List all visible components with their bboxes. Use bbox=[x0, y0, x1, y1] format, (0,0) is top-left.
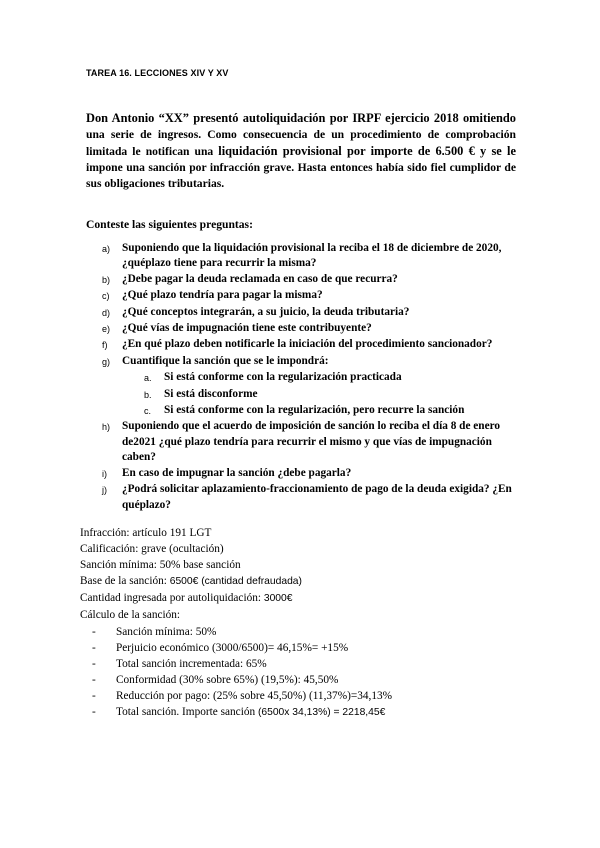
cantidad-ingresada-label: Cantidad ingresada por autoliquidación: bbox=[80, 592, 264, 605]
question-letter: g) bbox=[102, 356, 111, 367]
question-text: En caso de impugnar la sanción ¿debe pagarla? bbox=[122, 466, 352, 479]
question-list bbox=[102, 241, 522, 513]
intro-part-1: Don Antonio “XX” presentó autoliquidación por IRPF ejercicio 2018 omitiendo bbox=[86, 111, 516, 125]
question-letter: j) bbox=[102, 485, 107, 496]
calc-bullet-text: Sanción mínima: 50% bbox=[116, 625, 217, 638]
calc-bullet: - Total sanción incrementada: 65% bbox=[80, 656, 540, 672]
question-text: ¿En qué plazo deben notificarle la iniciación del procedimiento sancionador? bbox=[122, 338, 493, 351]
subquestion-text: Si está conforme con la regularización practicada bbox=[164, 371, 402, 384]
infraccion-line: Infracción: artículo 191 LGT bbox=[80, 527, 212, 539]
calc-bullet: - Reducción por pago: (25% sobre 45,50%) (11,37%)=34,13% bbox=[80, 688, 540, 704]
calc-bullet-text: Total sanción incrementada: 65% bbox=[116, 657, 267, 670]
question-item bbox=[102, 337, 522, 353]
question-letter: b) bbox=[102, 274, 111, 285]
subquestion-item bbox=[102, 370, 522, 386]
question-item bbox=[102, 305, 522, 321]
document-heading: TAREA 16. LECCIONES XIV Y XV bbox=[86, 68, 229, 78]
calc-bullet: - Perjuicio económico (3000/6500)= 46,15%= +15% bbox=[80, 640, 540, 656]
question-item bbox=[102, 241, 522, 272]
total-sancion-value: (6500x 34,13%) = 2218,45€ bbox=[257, 707, 386, 719]
calculation-section bbox=[80, 525, 540, 721]
subquestion-item bbox=[102, 403, 522, 419]
intro-part-4: impone una sanción por infracción grave. Hasta entonces había sido fiel cumplidor de sus obligaciones tributarias. bbox=[86, 161, 516, 190]
calc-bullet-text: Conformidad (30% sobre 65%) (19,5%): 45,50% bbox=[116, 673, 339, 686]
total-sancion-label: Total sanción. Importe sanción bbox=[116, 706, 258, 719]
question-text: ¿Qué conceptos integrarán, a su juicio, la deuda tributaria? bbox=[122, 305, 410, 318]
subquestion-item bbox=[102, 387, 522, 403]
cantidad-ingresada-value: 3000€ bbox=[263, 593, 293, 605]
base-sancion-value: 6500€ (cantidad defraudada) bbox=[169, 576, 302, 588]
question-letter: i) bbox=[102, 468, 107, 479]
intro-paragraph bbox=[86, 110, 516, 192]
intro-part-2: una serie de ingresos. Como consecuencia de un procedimiento de comprobación limitada le notifican una bbox=[86, 128, 516, 158]
subquestion-letter: c. bbox=[144, 406, 152, 417]
subquestion-text: Si está conforme con la regularización, pero recurre la sanción bbox=[164, 404, 465, 417]
calc-bullet-text: Perjuicio económico (3000/6500)= 46,15%= +15% bbox=[116, 641, 349, 654]
calc-bullet: - Sanción mínima: 50% bbox=[80, 624, 540, 640]
calculo-heading: Cálculo de la sanción: bbox=[80, 609, 181, 622]
calc-bullet: - Conformidad (30% sobre 65%) (19,5%): 45,50% bbox=[80, 672, 540, 688]
subquestion-letter: a. bbox=[144, 373, 152, 384]
question-item bbox=[102, 482, 522, 513]
question-item bbox=[102, 272, 522, 288]
question-letter: f) bbox=[102, 340, 108, 351]
question-text: Suponiendo que el acuerdo de imposición de sanción lo reciba el día 8 de enero de2021 ¿qué plazo tendría para recurrir el mismo y que vías de impugnación caben? bbox=[122, 420, 501, 464]
question-text: ¿Podrá solicitar aplazamiento-fraccionamiento de pago de la deuda exigida? ¿En quéplazo? bbox=[122, 483, 512, 511]
question-text: Suponiendo que la liquidación provisional la reciba el 18 de diciembre de 2020, ¿quéplazo tiene para recurrir la misma? bbox=[122, 242, 502, 270]
question-item bbox=[102, 466, 522, 482]
cantidad-ingresada-line bbox=[80, 590, 540, 607]
question-item bbox=[102, 419, 522, 465]
base-sancion-label: Base de la sanción: bbox=[80, 575, 170, 588]
calc-bullet: - Total sanción. Importe sanción (6500x 34,13%) = 2218,45€ bbox=[80, 704, 540, 721]
question-item bbox=[102, 354, 522, 370]
question-letter: d) bbox=[102, 307, 111, 318]
question-text: ¿Qué vías de impugnación tiene este contribuyente? bbox=[122, 322, 372, 335]
sancion-minima-line: Sanción mínima: 50% base sanción bbox=[80, 559, 241, 572]
question-text: ¿Qué plazo tendría para pagar la misma? bbox=[122, 289, 323, 302]
question-text: Cuantifique la sanción que se le impondrá: bbox=[122, 354, 329, 367]
question-letter: a) bbox=[102, 244, 111, 254]
question-item bbox=[102, 321, 522, 337]
base-sancion-line bbox=[80, 573, 540, 590]
intro-part-3: liquidación provisional por importe de 6.500 € y se le bbox=[218, 144, 516, 158]
question-item bbox=[102, 288, 522, 304]
calc-bullet-text bbox=[116, 704, 385, 721]
calc-bullet-text: Reducción por pago: (25% sobre 45,50%) (11,37%)=34,13% bbox=[116, 689, 393, 702]
subquestion-letter: b. bbox=[144, 389, 152, 400]
subquestion-text: Si está disconforme bbox=[164, 387, 258, 400]
question-text: ¿Debe pagar la deuda reclamada en caso de que recurra? bbox=[122, 272, 398, 285]
calificacion-line: Calificación: grave (ocultación) bbox=[80, 543, 224, 556]
questions-title: Conteste las siguientes preguntas: bbox=[86, 218, 253, 231]
question-letter: e) bbox=[102, 324, 111, 335]
question-letter: h) bbox=[102, 422, 111, 433]
question-letter: c) bbox=[102, 291, 110, 302]
